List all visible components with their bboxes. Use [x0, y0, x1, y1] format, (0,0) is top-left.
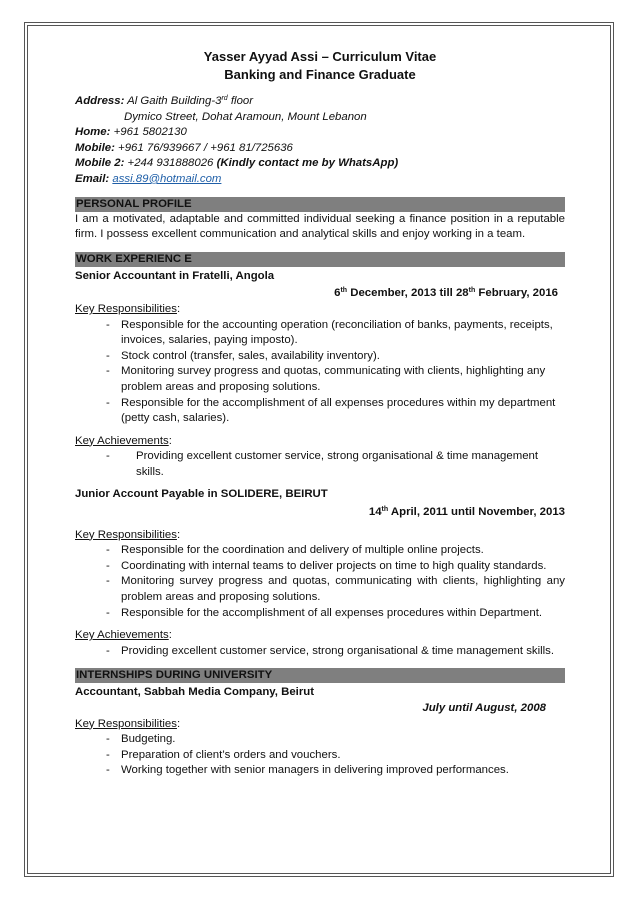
achievements-label: Key Achievements:	[75, 434, 172, 447]
achievements-list	[75, 644, 565, 660]
email: Email: assi.89@hotmail.com	[75, 172, 222, 185]
address-line-2: Dymico Street, Dohat Aramoun, Mount Lebanon	[124, 110, 367, 123]
responsibilities-label: Key Responsibilities:	[75, 717, 181, 730]
list-item: - Working together with senior managers in delivering improved performances.	[106, 764, 509, 777]
internship-dates: July until August, 2008	[422, 702, 546, 714]
mobile-phone: Mobile: +961 76/939667 / +961 81/725636	[75, 141, 293, 154]
job-title: Senior Accountant in Fratelli, Angola	[75, 269, 275, 282]
achievements-label: Key Achievements:	[75, 629, 172, 642]
responsibilities-label: Key Responsibilities:	[75, 302, 181, 315]
job-dates: 6th December, 2013 till 28th February, 2016	[334, 287, 558, 300]
list-item: - Responsible for the coordination and delivery of multiple online projects.	[106, 544, 484, 557]
list-item: - Monitoring survey progress and quotas, communicating with clients, highlighting any problem areas and proposing solutions.	[106, 575, 565, 604]
contact-block	[75, 94, 565, 188]
section-heading-internships: INTERNSHIPS DURING UNIVERSITY	[75, 668, 565, 683]
list-item: - Responsible for the accomplishment of all expenses procedures within Department.	[106, 606, 543, 619]
list-item: - Monitoring survey progress and quotas, communicating with clients, highlighting any problem areas and proposing solutions.	[106, 365, 546, 393]
list-item: - Responsible for the accounting operation (reconciliation of banks, payments, receipts, invoices, salaries, paying imposto).	[106, 318, 553, 347]
list-item: - Preparation of client’s orders and vouchers.	[106, 748, 341, 761]
cv-title-subtitle: Banking and Finance Graduate	[224, 67, 416, 82]
responsibilities-list	[75, 318, 565, 427]
job-dates: 14th April, 2011 until November, 2013	[368, 506, 565, 519]
responsibilities-label: Key Responsibilities:	[75, 528, 181, 541]
email-link[interactable]: assi.89@hotmail.com	[112, 172, 222, 185]
list-item: - Responsible for the accomplishment of all expenses procedures within my department (petty cash, salaries).	[106, 396, 556, 425]
section-heading-profile: PERSONAL PROFILE	[75, 197, 565, 212]
list-item: - Providing excellent customer service, strong organisational & time management skills.	[106, 644, 555, 657]
list-item: - Budgeting.	[106, 733, 176, 746]
cv-document	[75, 48, 565, 779]
address-line-1: Address: Al Gaith Building-3rd floor	[75, 95, 254, 107]
responsibilities-list	[75, 732, 565, 779]
internship-title: Accountant, Sabbah Media Company, Beirut	[75, 686, 315, 699]
list-item: - Providing excellent customer service, strong organisational & time management skills.	[106, 450, 539, 478]
home-phone: Home: +961 5802130	[75, 126, 187, 139]
cv-title	[75, 48, 565, 84]
job-title: Junior Account Payable in SOLIDERE, BEIRUT	[75, 488, 328, 501]
responsibilities-list	[75, 543, 565, 621]
list-item: - Coordinating with internal teams to deliver projects on time to high quality standards.	[106, 559, 547, 572]
list-item: - Stock control (transfer, sales, availability inventory).	[106, 349, 380, 362]
section-heading-work: WORK EXPERIENC E	[75, 252, 565, 267]
profile-text: I am a motivated, adaptable and committed individual seeking a finance position in a reputable firm. I possess excellent communication and analytical skills and enjoy working in a team.	[75, 212, 565, 241]
achievements-list	[75, 449, 565, 480]
cv-title-name: Yasser Ayyad Assi – Curriculum Vitae	[203, 49, 437, 64]
mobile-phone-2: Mobile 2: +244 931888026 (Kindly contact me by WhatsApp)	[75, 157, 399, 170]
